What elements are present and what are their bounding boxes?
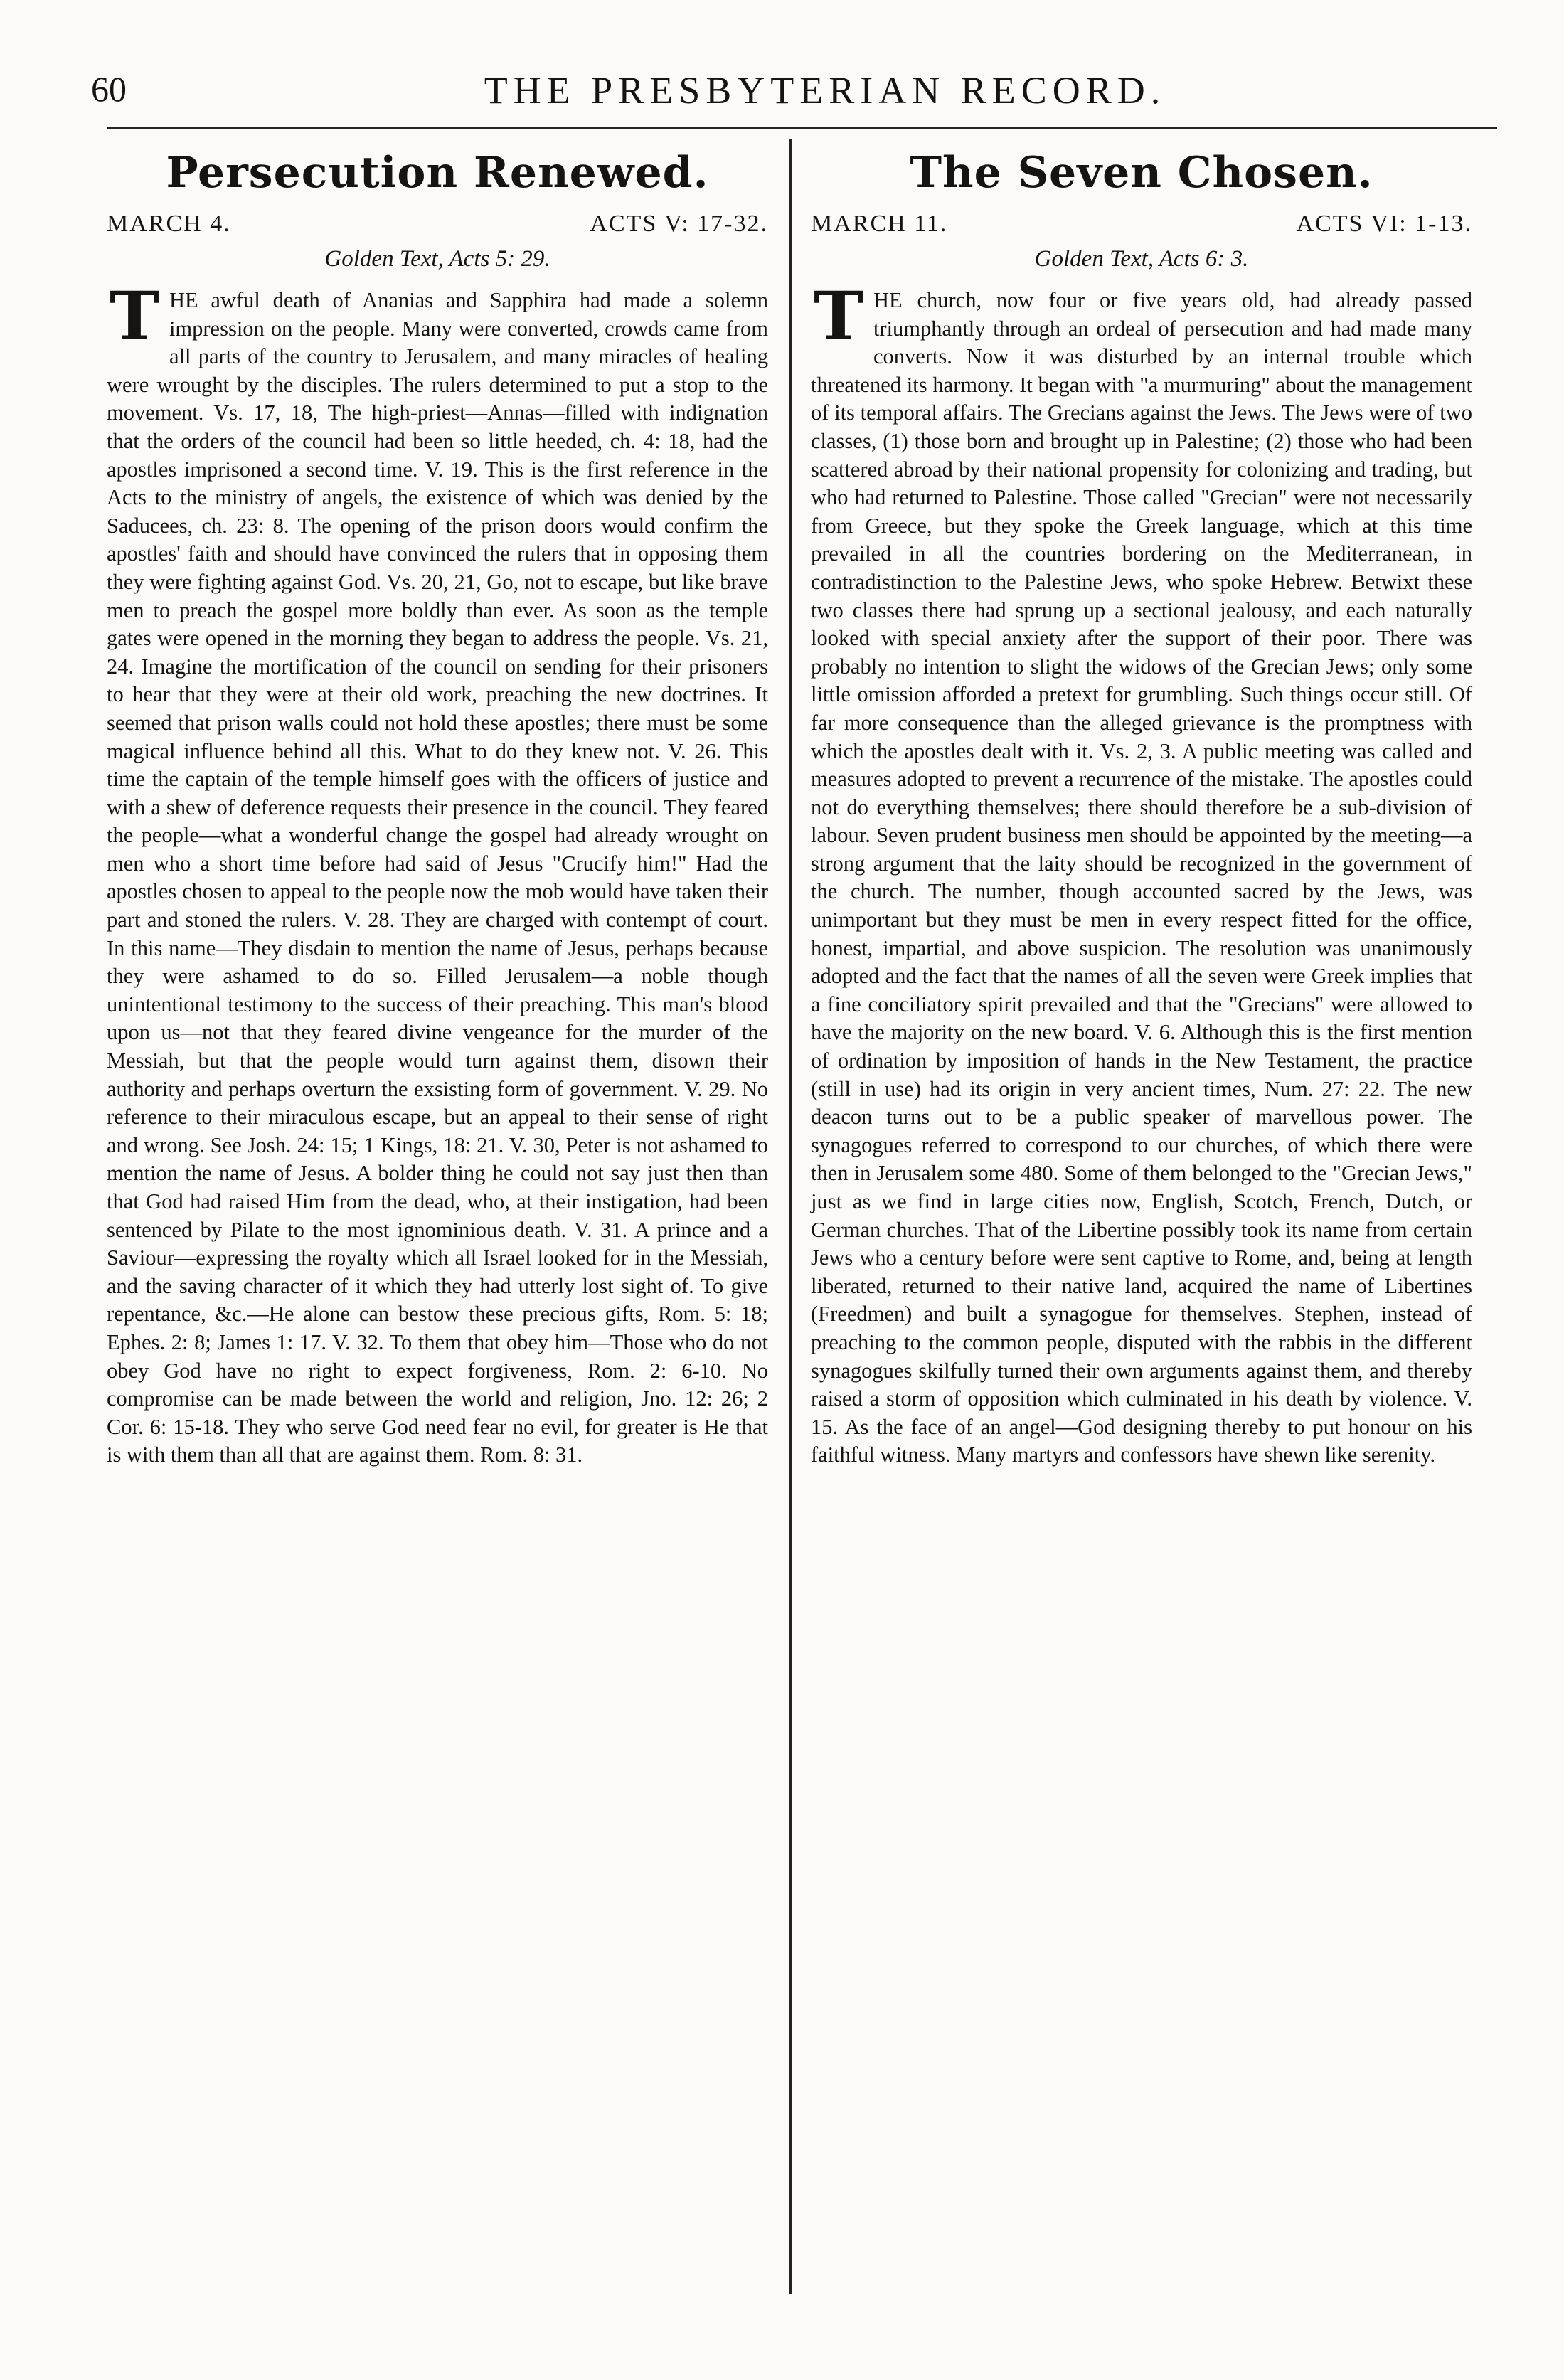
- drop-cap: T: [814, 277, 863, 356]
- lesson-title: The Seven Chosen.: [910, 148, 1373, 198]
- lesson-date: MARCH 4.: [107, 211, 231, 237]
- lesson-body: [811, 277, 1472, 1470]
- page-number: 60: [91, 69, 127, 109]
- header-rule: [107, 127, 1497, 129]
- lesson-meta: [107, 211, 768, 238]
- lesson-title: Persecution Renewed.: [166, 148, 709, 198]
- lesson-meta: [811, 211, 1472, 238]
- lesson-date: MARCH 11.: [811, 211, 948, 237]
- golden-text: Golden Text, Acts 6: 3.: [1034, 246, 1249, 272]
- lesson-body: [107, 277, 768, 1470]
- lesson-body-text: HE awful death of Ananias and Sapphira had made a solemn impression on the people. Many were converted, crowds came from all parts of the country to Jerusalem, and many miracles of healing were wrought by the disciples. The rulers determined to put a stop to the movement. Vs. 17, 18, The high-priest—Annas—filled with indignation that the orders of the council had been so little heeded, ch. 4: 18, had the apostles imprisoned a second time. V. 19. This is the first reference in the Acts to the ministry of angels, the existence of which was denied by the Saducees, ch. 23: 8. The opening of the prison doors would confirm the apostles' faith and should have convinced the rulers that in opposing them they were fighting against God. Vs. 20, 21, Go, not to escape, but like brave men to preach the gospel more boldly than ever. As soon as the temple gates were opened in the morning they began to address the people. Vs. 21, 24. Imagine the mortification of the council on sending for their prisoners to hear that they were at their old work, preaching the new doctrines. It seemed that prison walls could not hold these apostles; there must be some magical influence behind all this. What to do they knew not. V. 26. This time the captain of the temple himself goes with the officers of justice and with a shew of deference requests their presence in the council. They feared the people—what a wonderful change the gospel had already wrought on men who a short time before had said of Jesus "Crucify him!" Had the apostles chosen to appeal to the people now the mob would have taken their part and stoned the rulers. V. 28. They are charged with contempt of court. In this name—They disdain to mention the name of Jesus, perhaps because they were ashamed to do so. Filled Jerusalem—a noble though unintentional testimony to the success of their preaching. This man's blood upon us—not that they feared divine vengeance for the murder of the Messiah, but that the people would turn against them, disown their authority and perhaps overturn the exsisting form of government. V. 29. No reference to their miraculous escape, but an appeal to their sense of right and wrong. See Josh. 24: 15; 1 Kings, 18: 21. V. 30, Peter is not ashamed to mention the name of Jesus. A bolder thing he could not say just then than that God had raised Him from the dead, who, at their instigation, had been sentenced by Pilate to the most ignominious death. V. 31. A prince and a Saviour—expressing the royalty which all Israel looked for in the Messiah, and the saving character of it which they had utterly lost sight of. To give repentance, &c.—He alone can bestow these precious gifts, Rom. 5: 18; Ephes. 2: 8; James 1: 17. V. 32. To them that obey him—Those who do not obey God have no right to expect forgiveness, Rom. 2: 6-10. No compromise can be made between the world and religion, Jno. 12: 26; 2 Cor. 6: 15-18. They who serve God need fear no evil, for greater is He that is with them than all that are against them. Rom. 8: 31.: [107, 288, 768, 1467]
- column-rule: [789, 139, 792, 2294]
- running-title: THE PRESBYTERIAN RECORD.: [484, 69, 1166, 112]
- golden-text: Golden Text, Acts 5: 29.: [324, 246, 550, 272]
- drop-cap: T: [110, 277, 159, 356]
- lesson-column-left: [107, 148, 768, 1470]
- lesson-reference: ACTS VI: 1-13.: [1296, 211, 1472, 237]
- lesson-body-text: HE church, now four or five years old, had already passed triumphantly through an ordeal of persecution and had made many converts. Now it was disturbed by an internal trouble which threatened its harmony. It began with "a murmuring" about the management of its temporal affairs. The Grecians against the Jews. The Jews were of two classes, (1) those born and brought up in Palestine; (2) those who had been scattered abroad by their national propensity for colonizing and trading, but who had returned to Palestine. Those called "Grecian" were not necessarily from Greece, but they spoke the Greek language, which at this time prevailed in all the countries bordering on the Mediterranean, in contradistinction to the Palestine Jews, who spoke Hebrew. Betwixt these two classes there had sprung up a sectional jealousy, and each naturally looked with special anxiety after the support of their poor. There was probably no intention to slight the widows of the Grecian Jews; only some little omission afforded a pretext for grumbling. Such things occur still. Of far more consequence than the alleged grievance is the promptness with which the apostles dealt with it. Vs. 2, 3. A public meeting was called and measures adopted to prevent a recurrence of the mistake. The apostles could not do everything themselves; there should therefore be a sub-division of labour. Seven prudent business men should be appointed by the meeting—a strong argument that the laity should be recognized in the government of the church. The number, though accounted sacred by the Jews, was unimportant but they must be men in every respect fitted for the office, honest, impartial, and above suspicion. The resolution was unanimously adopted and the fact that the names of all the seven were Greek implies that a fine conciliatory spirit prevailed and that the "Grecians" were allowed to have the majority on the new board. V. 6. Although this is the first mention of ordination by imposition of hands in the New Testament, the practice (still in use) had its origin in very ancient times, Num. 27: 22. The new deacon turns out to be a public speaker of marvellous power. The synagogues referred to correspond to our churches, of which there were then in Jerusalem some 480. Some of them belonged to the "Grecian Jews," just as we find in large cities now, English, Scotch, French, Dutch, or German churches. That of the Libertine possibly took its name from certain Jews who a century before were sent captive to Rome, and, being at length liberated, returned to their native land, acquired the name of Libertines (Freedmen) and built a synagogue for themselves. Stephen, instead of preaching to the common people, disputed with the rabbis in the different synagogues skilfully turned their own arguments against them, and thereby raised a storm of opposition which culminated in his death by violence. V. 15. As the face of an angel—God designing thereby to put honour on his faithful witness. Many martyrs and confessors have shewn like serenity.: [811, 288, 1472, 1467]
- lesson-column-right: [811, 148, 1472, 1470]
- lesson-reference: ACTS V: 17-32.: [590, 211, 768, 237]
